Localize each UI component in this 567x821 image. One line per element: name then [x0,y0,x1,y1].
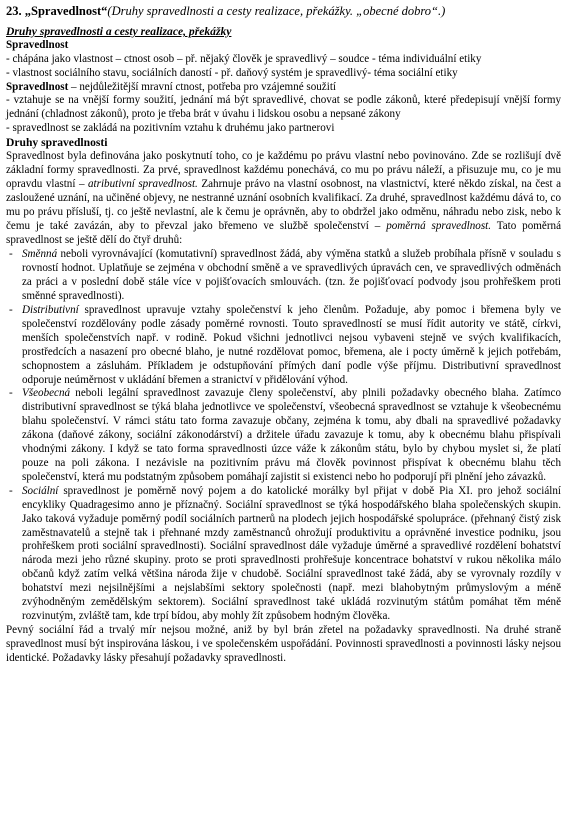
virtue-line-2: - spravedlnost se zakládá na pozitivním vztahu k druhému jako partnerovi [6,122,335,135]
list-item-vseobecna [6,387,561,484]
intro-part-1: Spravedlnost byla definována jako poskytnutí toho, co je každému po právu vlastní nebo povinováno. Zde se rozlišují dvě základní formy spravedlnosti. Za prvé, spravedlnost každému ponechává, co mu po právu náleží, a přisuzuje mu, co je mu opravdu vlastní – [6,150,561,190]
intro-italic-1: atributivní spravedlnost. [88,177,198,190]
spravedlnost-line-1: - chápána jako vlastnost – ctnost osob – př. nějaký člověk je spravedlivý – soudce - téma individuální etiky [6,52,482,65]
title-subtitle: (Druhy spravedlnosti a cesty realizace, překážky. „obecné dobro“.) [107,4,446,18]
virtue-heading [6,81,561,95]
list-item-smenna [6,248,561,304]
spravedlnost-line-2: - vlastnost sociálního stavu, sociálních daností - př. daňový systém je spravedlivý- téma sociální etiky [6,66,458,79]
list-item-distributivni [6,304,561,387]
list-item-socialni [6,485,561,624]
type-text: spravedlnost je poměrně nový pojem a do katolické morálky byl přijat v době Pia XI. pro jehož sociální encykliky Quadragesimo anno je příznačný. Sociální spravedlnost se týká hospodářského blaha společenských skupin. Jako taková vyžaduje poměrný podíl sociálních partnerů na plodech jejich hospodářské spolupráce. (přehnaný čistý zisk zaměstnavatelů a stejně tak i přehnané mzdy zaměstnanců ohrožují produktivitu a oprávněné investice podniku, jsou prohřeškem proti sociální spravedlnosti). Sociální spravedlnost dále vyžaduje úměrné a spravedlivé rozdělení bohatství národa mezi jeho různé skupiny. proto se proti spravedlnosti prohřešuje koncentrace bohatství v rukou několika málo občanů když zatím velká většina národa žije v chudobě. Sociální spravedlnost také žádá, aby se vyrovnaly rozdíly v bohatství mezi nejsilnějšími a nejslabšími sektory společnosti (např. mezi blahobytným průmyslovým a méně zvýhodněným zemědělským sektorem). Sociální spravedlnost také ukládá rozvinutým státům pomáhat těm méně rozvinutým, zvláště tam, kde trpí bídou, aby mohly žít způsobem hodným člověka. [22,484,561,622]
type-name: Směnná [22,248,58,261]
type-text: neboli vyrovnávající (komutativní) spravedlnost žádá, aby výměna statků a služeb probíhala přísně v souladu s rovností hodnot. Uplatňuje se zejména v obchodní směně a ve spravedlivých úpravách cen, ve spravedlivých odměnách za práci a v poslední době stále více v pojišťovacích smlouvách. (tzn. že pojišťovací podvody jsou prohřeškem proti směnné spravedlnosti). [22,248,561,303]
type-text: spravedlnost upravuje vztahy společenství k jeho členům. Požaduje, aby pomoc i břemena byly ve společenství rozdělovány podle zásady poměrné rovnosti. Touto spravedlností se musí řídit autority ve státě, církvi, menších společenstvích např. v rodině. Pokud všichni jednotlivci nejsou vybaveni stejně ve svých kvalifikacích, prostředcích a nasazení pro obecné blaho, je nutné rozdělovat pomoc, břemena, ale i pocty úměrně k jejich potřebám, schopnostem a zásluhám. Příkladem je odstupňování přímých daní podle výše příjmu. Distributivní spravedlnost odporuje neúměrnost v ukládání břemen a stranictví v přidělování výhod. [22,304,561,386]
title-number: 23. [6,4,22,18]
type-name: Sociální [22,484,59,497]
title-topic: „Spravedlnost“ [24,4,108,18]
type-name: Distributivní [22,304,79,317]
intro-paragraph [6,150,561,247]
intro-part-3: Tato poměrná spravedlnost se ještě dělí do čtyř druhů: [6,219,561,246]
virtue-bold: Spravedlnost [6,80,69,93]
document-title [6,5,561,19]
intro-italic-2: poměrná spravedlnost. [386,219,492,232]
justice-types-list [6,248,561,623]
virtue-line-1: - vztahuje se na vnější formy soužití, jednání má být spravedlivé, chovat se podle zákonů, které předepisují vnější formy jednání (chladnost zákonů), proto je třeba brát v úvahu i lidskou osobu a nepsané zákony [6,94,561,121]
section-heading: Druhy spravedlnosti a cesty realizace, překážky [6,24,232,38]
intro-part-2: Zahrnuje právo na vlastní osobnost, na vlastnictví, které někdo získal, na čest a zasloužené uznání, na učiněné objevy, ne nestranné uznání osobních kvalifikací. Za druhé, spravedlnost každému dává to, co mu po právu přísluší, tj. co ještě nevlastní, ale k čemu je oprávněn, aby to obdržel jako odměnu, náhradu nebo zisk, nebo k čemu je také zavázán, aby to převzal jako břemeno ve službě společenství – [6,177,561,232]
spravedlnost-label: Spravedlnost [6,38,69,51]
type-text: neboli legální spravedlnost zavazuje členy společenství, aby plnili požadavky obecného blaha. Zatímco distributivní spravedlnost se týká blaha jednotlivce ve společenství, všeobecná spravedlnost se vztahuje k všeobecnému blahu společenství. V rámci státu tato forma zavazuje občany, zejména k tomu, aby dbali na spravedlivé požadavky zákona (daňové zákony, sociální zákonodárství) a držitele úřadu zavazuje k tomu, aby k obecnému blahu přispívali vhodnými zákony. I když se tato forma spravedlnosti úzce váže k zákonům státu, bylo by chybou myslet si, že platí pouze na poli zákona. I nezávisle na pozitivním právu má člověk povinnost přispívat k obecnému blahu těch společenství, která mu podstatným způsobem pomáhají zajistit si existenci nebo ho podporují při plnění jeho závazků. [22,387,561,483]
closing-paragraph: Pevný sociální řád a trvalý mír nejsou možné, aniž by byl brán zřetel na požadavky spravedlnosti. Na druhé straně spravedlnost musí být inspirována láskou, i ve společenském uspořádání. Povinnosti spravedlnosti a povinnosti lásky nejsou identické. Požadavky lásky přesahují požadavky spravedlnosti. [6,623,561,664]
druhy-heading: Druhy spravedlnosti [6,136,108,150]
type-name: Všeobecná [22,387,71,400]
virtue-rest: – nejdůležitější mravní ctnost, potřeba pro vzájemné soužití [68,80,336,93]
